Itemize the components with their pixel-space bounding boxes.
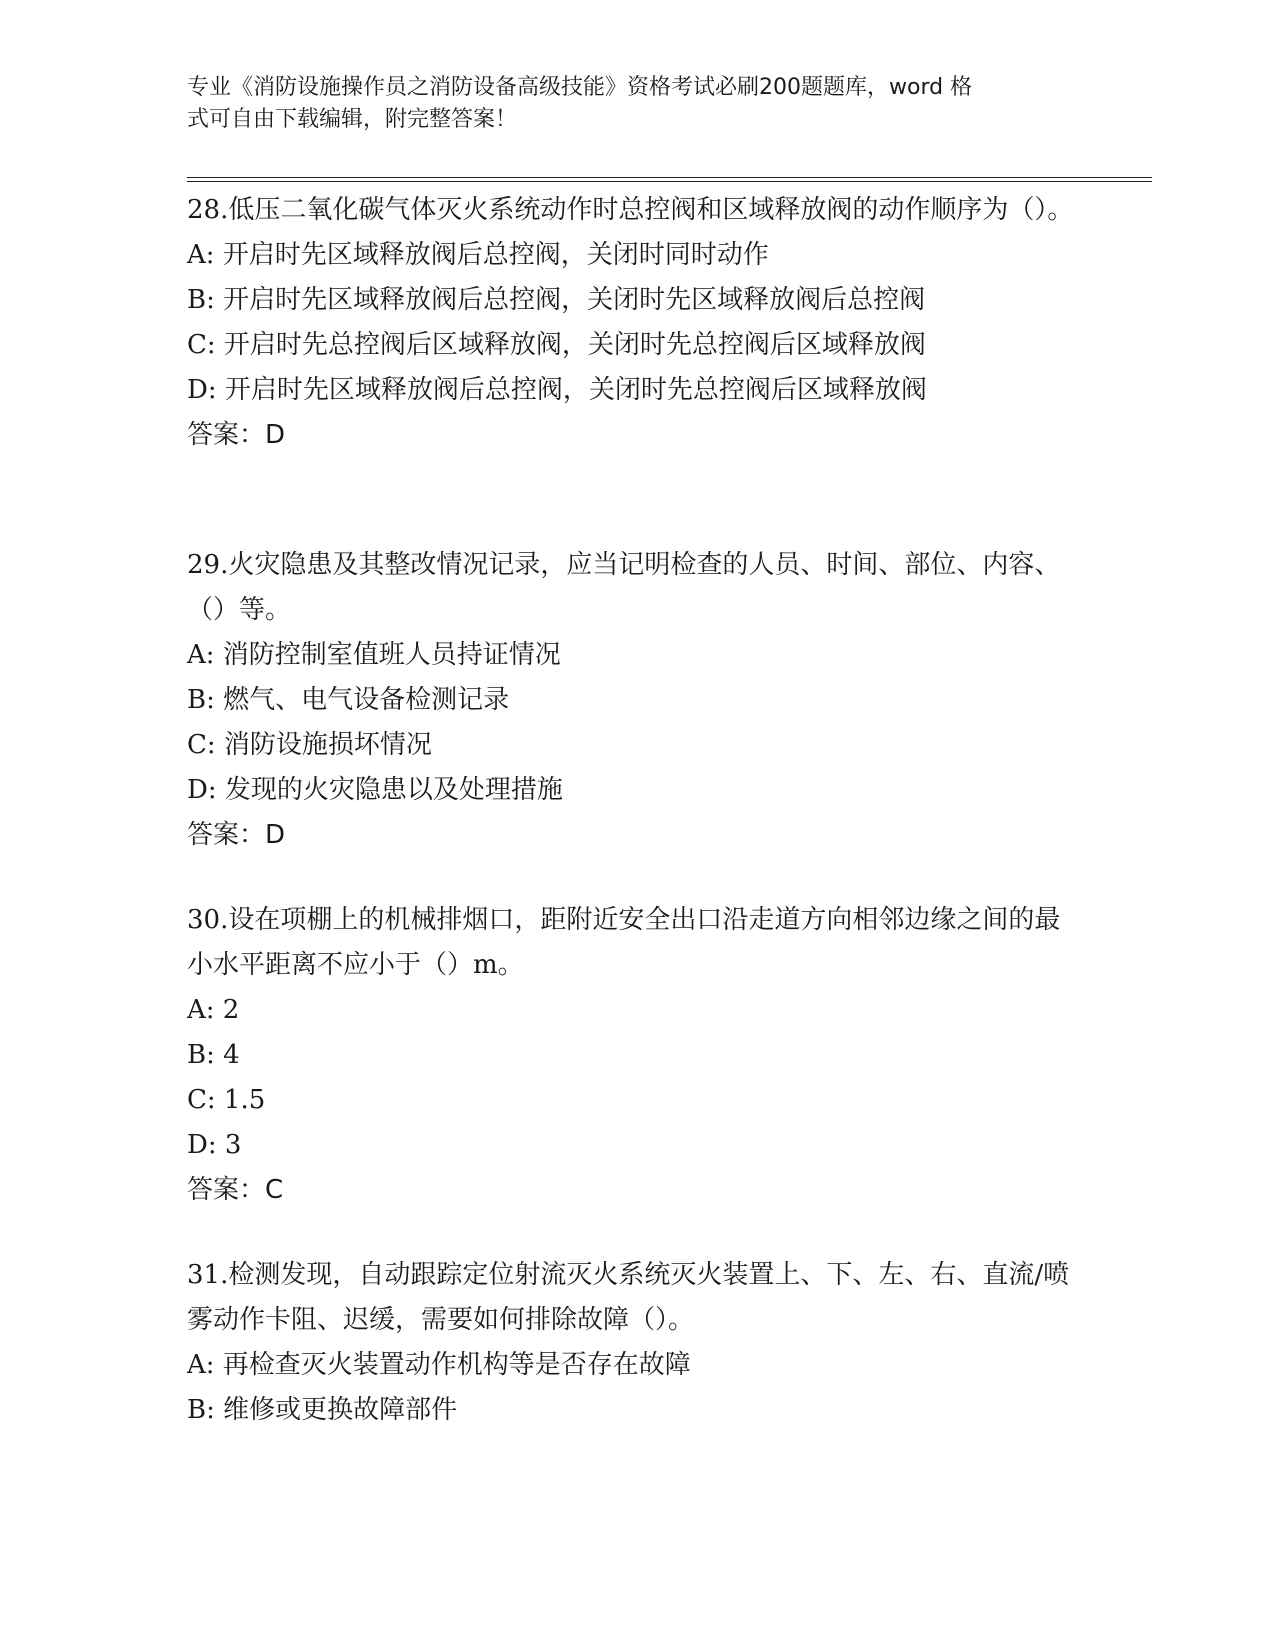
question-text: 29.火灾隐患及其整改情况记录，应当记明检查的人员、时间、部位、内容、（）等。 <box>187 550 1061 625</box>
question-30 <box>187 898 1077 1213</box>
option-b: B: 维修或更换故障部件 <box>187 1395 458 1425</box>
option-b: B: 4 <box>187 1040 240 1070</box>
question-29 <box>187 543 1077 858</box>
question-31 <box>187 1253 1077 1433</box>
option-d: D: 发现的火灾隐患以及处理措施 <box>187 775 563 805</box>
option-d: D: 开启时先区域释放阀后总控阀，关闭时先总控阀后区域释放阀 <box>187 375 927 405</box>
answer: 答案：C <box>187 1175 284 1205</box>
question-28 <box>187 188 1077 458</box>
header-rule-top <box>187 177 1152 178</box>
option-b: B: 开启时先区域释放阀后总控阀，关闭时先区域释放阀后总控阀 <box>187 285 926 315</box>
option-a: A: 再检查灭火装置动作机构等是否存在故障 <box>187 1350 691 1380</box>
page-header <box>187 72 1067 136</box>
option-b: B: 燃气、电气设备检测记录 <box>187 685 510 715</box>
header-rule-bottom <box>187 181 1152 182</box>
option-c: C: 消防设施损坏情况 <box>187 730 432 760</box>
answer: 答案：D <box>187 420 286 450</box>
header-line-1: 专业《消防设施操作员之消防设备高级技能》资格考试必刷200题题库，word 格 <box>187 75 973 100</box>
option-c: C: 开启时先总控阀后区域释放阀，关闭时先总控阀后区域释放阀 <box>187 330 926 360</box>
option-a: A: 2 <box>187 995 240 1025</box>
question-text: 30.设在项棚上的机械排烟口，距附近安全出口沿走道方向相邻边缘之间的最小水平距离不应小于（）m。 <box>187 905 1061 980</box>
option-a: A: 消防控制室值班人员持证情况 <box>187 640 561 670</box>
option-a: A: 开启时先区域释放阀后总控阀，关闭时同时动作 <box>187 240 769 270</box>
question-text: 28.低压二氧化碳气体灭火系统动作时总控阀和区域释放阀的动作顺序为（）。 <box>187 195 1074 225</box>
question-text: 31.检测发现，自动跟踪定位射流灭火系统灭火装置上、下、左、右、直流/喷雾动作卡阻、迟缓，需要如何排除故障（）。 <box>187 1260 1070 1335</box>
answer: 答案：D <box>187 820 286 850</box>
header-line-2: 式可自由下载编辑，附完整答案！ <box>187 107 518 132</box>
option-c: C: 1.5 <box>187 1085 266 1115</box>
option-d: D: 3 <box>187 1130 242 1160</box>
